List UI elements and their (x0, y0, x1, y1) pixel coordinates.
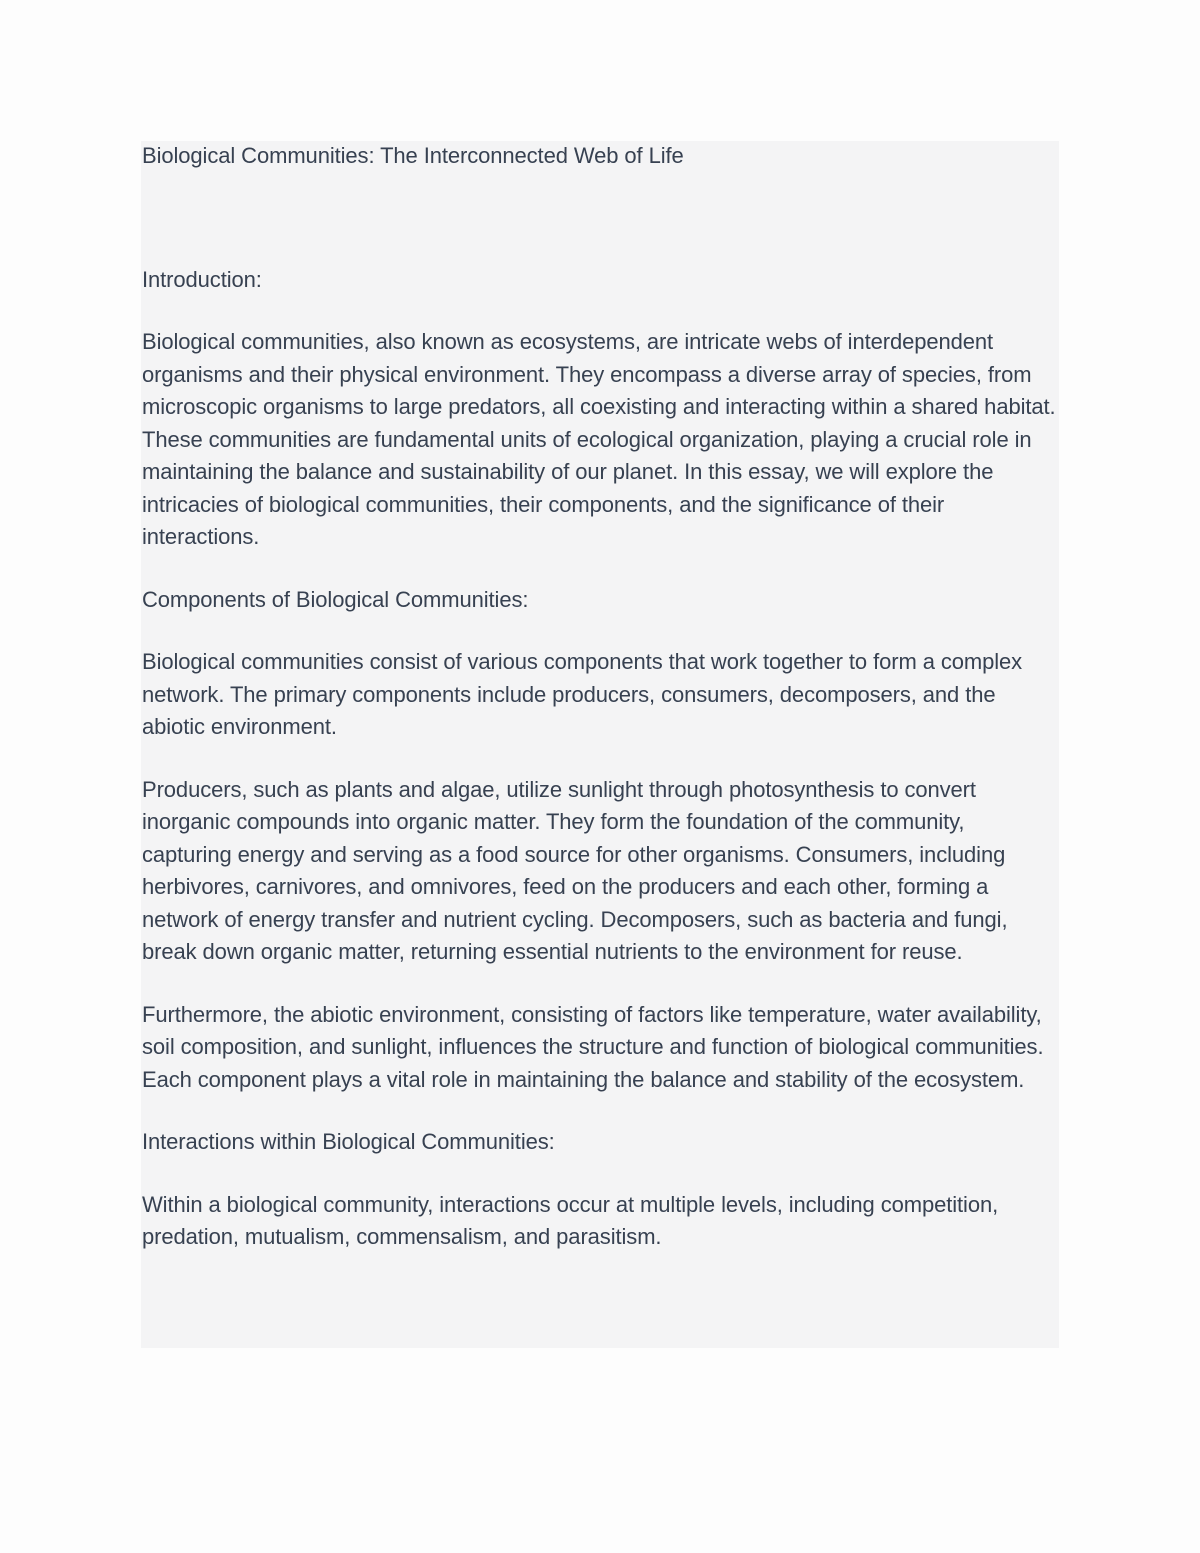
document-body (142, 140, 1056, 1254)
paragraph-introduction: Biological communities, also known as ecosystems, are intricate webs of interdependent organisms and their physical environment. They encompass a diverse array of species, from microscopic organisms to large predators, all coexisting and interacting within a shared habitat. These communities are fundamental units of ecological organization, playing a crucial role in maintaining the balance and sustainability of our planet. In this essay, we will explore the intricacies of biological communities, their components, and the significance of their interactions. (142, 329, 1056, 549)
paragraph-components-overview: Biological communities consist of various components that work together to form a complex network. The primary components include producers, consumers, decomposers, and the abiotic environment. (142, 649, 1023, 739)
section-heading-interactions: Interactions within Biological Communities: (142, 1129, 555, 1154)
paragraph-interactions: Within a biological community, interactions occur at multiple levels, including competition, predation, mutualism, commensalism, and parasitism. (142, 1191, 999, 1249)
section-heading-components: Components of Biological Communities: (142, 586, 529, 612)
document-title: Biological Communities: The Interconnected Web of Life (142, 143, 684, 168)
section-heading-introduction: Introduction: (142, 266, 262, 292)
paragraph-producers-consumers: Producers, such as plants and algae, utilize sunlight through photosynthesis to convert inorganic compounds into organic matter. They form the foundation of the community, capturing energy and serving as a food source for other organisms. Consumers, including herbivores, carnivores, and omnivores, feed on the producers and each other, forming a network of energy transfer and nutrient cycling. Decomposers, such as bacteria and fungi, break down organic matter, returning essential nutrients to the environment for reuse. (142, 776, 1008, 964)
paragraph-abiotic-environment: Furthermore, the abiotic environment, consisting of factors like temperature, water availability, soil composition, and sunlight, influences the structure and function of biological communities. Each component plays a vital role in maintaining the balance and stability of the ecosystem. (142, 1001, 1044, 1092)
